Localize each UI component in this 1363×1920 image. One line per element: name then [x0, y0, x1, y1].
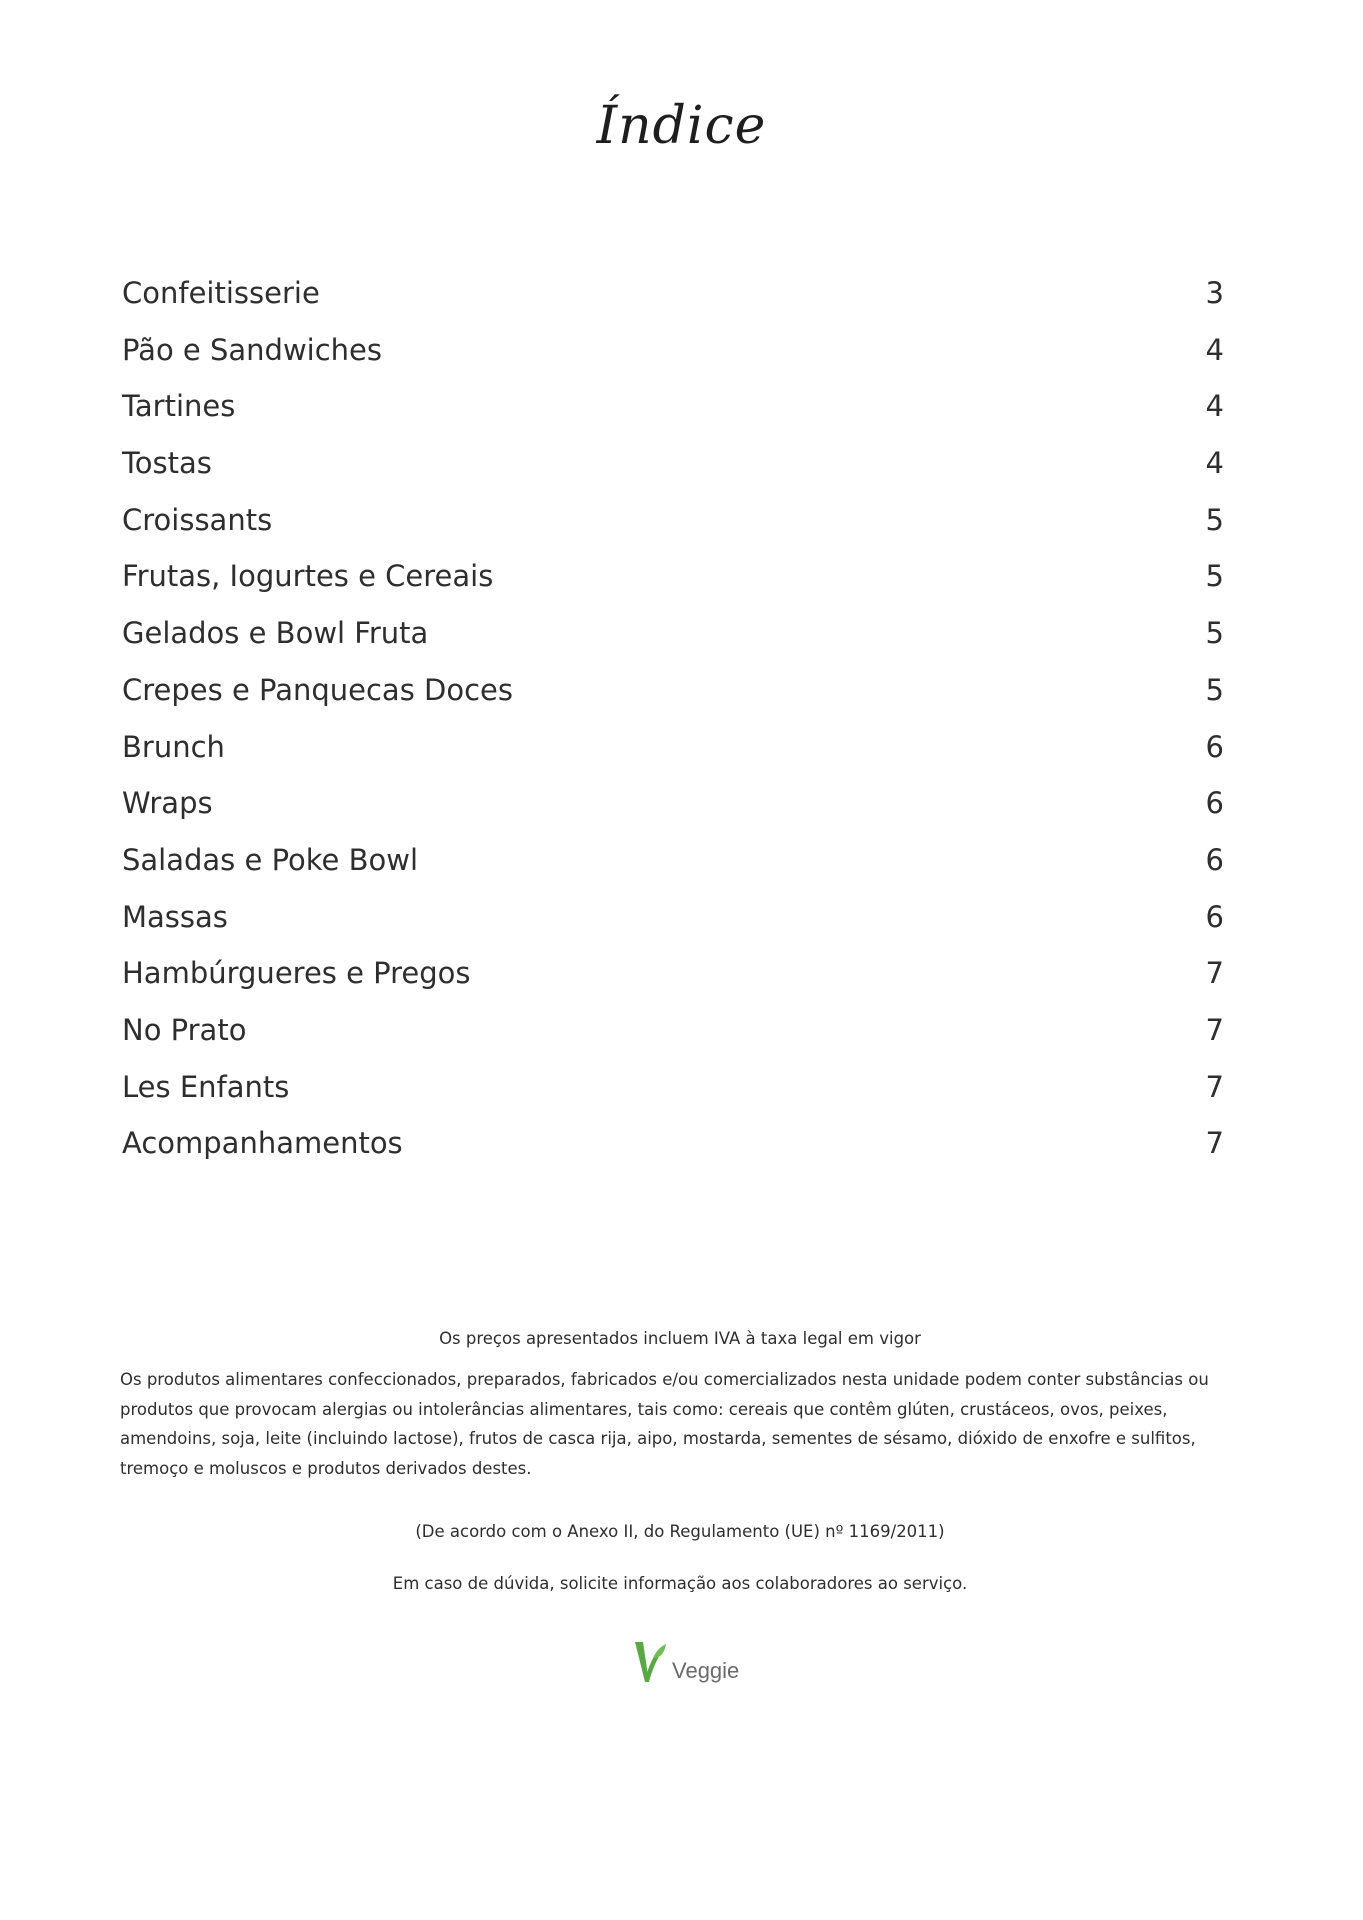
toc-entry-label: Gelados e Bowl Fruta	[122, 616, 429, 651]
toc-entry-label: Acompanhamentos	[122, 1126, 403, 1161]
toc-entry-page-number: 4	[1205, 389, 1224, 424]
toc-entry-label: Frutas, Iogurtes e Cereais	[122, 559, 494, 594]
toc-entry-label: Brunch	[122, 729, 225, 764]
toc-entry-label: Croissants	[122, 502, 273, 537]
toc-entry-page-number: 6	[1205, 842, 1224, 877]
toc-entry-page-number: 4	[1205, 446, 1224, 481]
toc-entry-label: Hambúrgueres e Pregos	[122, 956, 471, 991]
regulation-notice: (De acordo com o Anexo II, do Regulamento (UE) nº 1169/2011)	[415, 1522, 945, 1541]
doubt-notice: Em caso de dúvida, solicite informação aos colaboradores ao serviço.	[392, 1574, 968, 1593]
toc-entry	[122, 900, 1224, 957]
toc-entry-label: Crepes e Panquecas Doces	[122, 672, 513, 707]
toc-entry	[122, 1126, 1224, 1183]
veggie-label: Veggie	[672, 1658, 740, 1683]
toc-entry	[122, 730, 1224, 787]
toc-entry-label: Tostas	[122, 446, 212, 481]
toc-entry	[122, 389, 1224, 446]
toc-entry-page-number: 6	[1205, 729, 1224, 764]
leaf-v-icon	[632, 1636, 672, 1686]
vat-notice: Os preços apresentados incluem IVA à taxa legal em vigor	[439, 1329, 921, 1348]
toc-entry-page-number: 4	[1205, 332, 1224, 367]
toc-entry	[122, 956, 1224, 1013]
toc-entry	[122, 503, 1224, 560]
toc-entry	[122, 446, 1224, 503]
toc-entry-label: Confeitisserie	[122, 276, 320, 310]
page-title: Índice	[596, 96, 767, 156]
toc-entry-page-number: 5	[1205, 559, 1224, 594]
toc-entry	[122, 276, 1224, 333]
toc-entry-page-number: 7	[1205, 1012, 1224, 1047]
toc-entry-page-number: 7	[1205, 956, 1224, 991]
toc-entry-label: Wraps	[122, 786, 213, 821]
allergen-notice: Os produtos alimentares confeccionados, preparados, fabricados e/ou comercializados nesta unidade podem conter substâncias ou produtos que provocam alergias ou intolerâncias alimentares, tais como: cereais que contêm glúten, crustáceos, ovos, peixes, amendoins, soja, leite (incluindo lactose), frutos de casca rija, aipo, mostarda, sementes de sésamo, dióxido de enxofre e sulfitos, tremoço e moluscos e produtos derivados destes.	[120, 1370, 1209, 1478]
toc-entry-label: Saladas e Poke Bowl	[122, 842, 419, 877]
toc-entry	[122, 786, 1224, 843]
toc-entry-label: Tartines	[122, 389, 236, 424]
toc-entry-page-number: 7	[1205, 1069, 1224, 1104]
toc-entry-label: Les Enfants	[122, 1069, 290, 1104]
toc-entry	[122, 1013, 1224, 1070]
toc-entry-label: Massas	[122, 899, 228, 934]
toc-entry-page-number: 7	[1205, 1126, 1224, 1161]
toc-entry-label: Pão e Sandwiches	[122, 332, 382, 367]
toc-entry	[122, 843, 1224, 900]
toc-entry-page-number: 5	[1205, 616, 1224, 651]
toc-entry	[122, 673, 1224, 730]
toc-entry	[122, 333, 1224, 390]
toc-entry	[122, 1070, 1224, 1127]
toc-entry-page-number: 5	[1205, 502, 1224, 537]
toc-entry	[122, 559, 1224, 616]
toc-entry-page-number: 6	[1205, 899, 1224, 934]
toc-entry-page-number: 3	[1205, 276, 1224, 310]
toc-entry	[122, 616, 1224, 673]
veggie-logo	[632, 1636, 742, 1692]
toc-entry-page-number: 6	[1205, 786, 1224, 821]
table-of-contents	[122, 276, 1224, 1183]
toc-entry-page-number: 5	[1205, 672, 1224, 707]
toc-entry-label: No Prato	[122, 1012, 247, 1047]
